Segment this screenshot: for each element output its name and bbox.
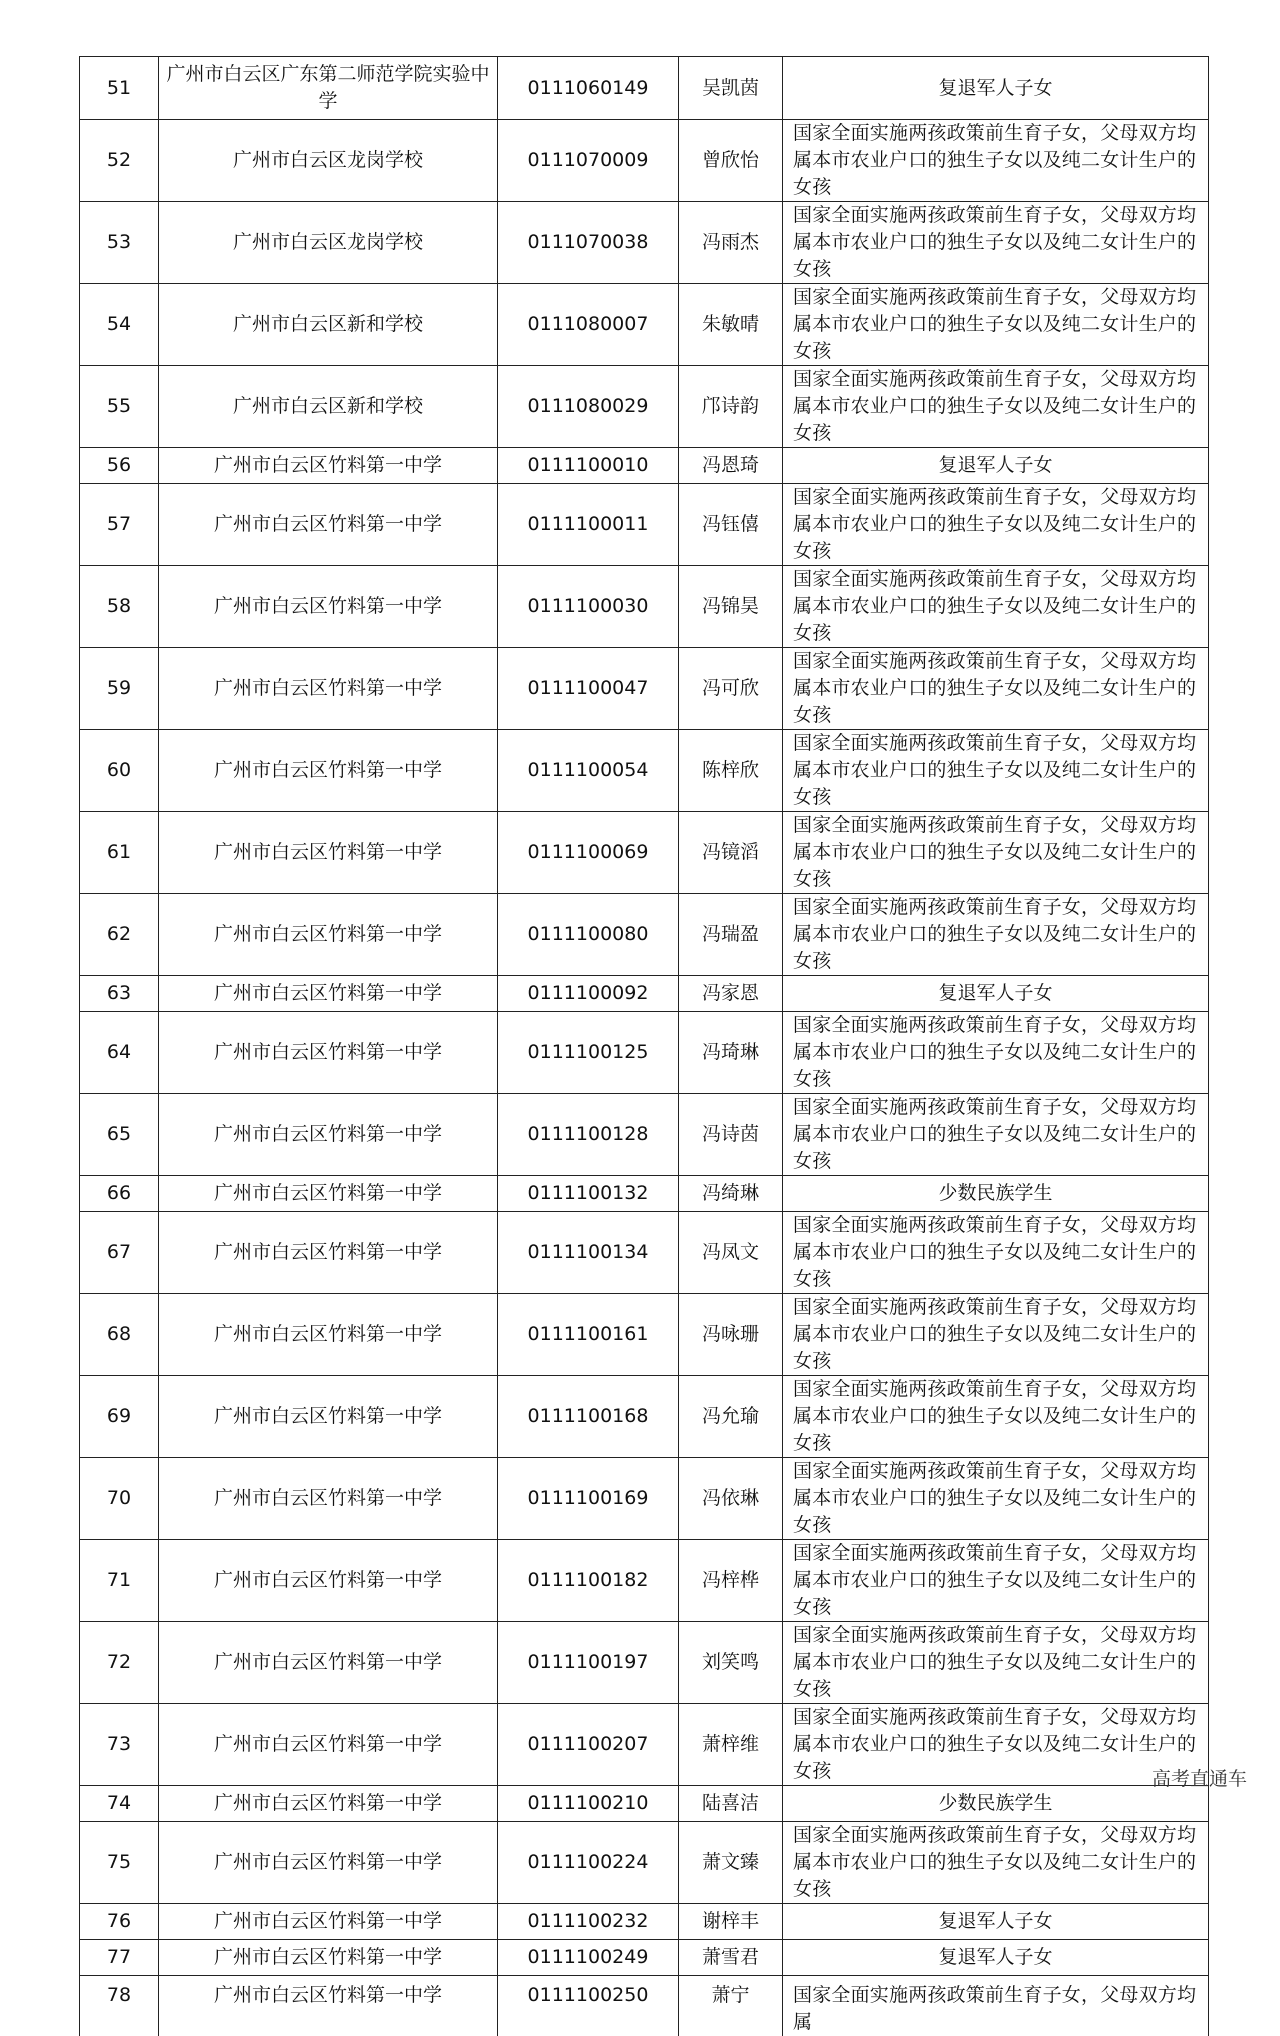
student-name-cell: 冯琦琳 [679, 1012, 783, 1094]
row-number-cell: 67 [80, 1212, 159, 1294]
table-row [80, 284, 1209, 366]
student-name-cell: 朱敏晴 [679, 284, 783, 366]
school-cell: 广州市白云区竹料第一中学 [159, 894, 498, 976]
table-row [80, 1904, 1209, 1940]
category-cell: 国家全面实施两孩政策前生育子女，父母双方均属本市农业户口的独生子女以及纯二女计生户的女孩 [783, 894, 1209, 976]
category-cell: 国家全面实施两孩政策前生育子女，父母双方均属本市农业户口的独生子女以及纯二女计生户的女孩 [783, 366, 1209, 448]
school-cell: 广州市白云区竹料第一中学 [159, 976, 498, 1012]
category-cell: 国家全面实施两孩政策前生育子女，父母双方均属本市农业户口的独生子女以及纯二女计生户的女孩 [783, 1458, 1209, 1540]
student-name-cell: 冯镜滔 [679, 812, 783, 894]
row-number-cell: 69 [80, 1376, 159, 1458]
school-cell: 广州市白云区竹料第一中学 [159, 1786, 498, 1822]
student-id-cell: 0111100132 [498, 1176, 679, 1212]
student-id-cell: 0111100169 [498, 1458, 679, 1540]
student-id-cell: 0111100125 [498, 1012, 679, 1094]
table-row [80, 566, 1209, 648]
category-cell: 国家全面实施两孩政策前生育子女，父母双方均属本市农业户口的独生子女以及纯二女计生户的女孩 [783, 484, 1209, 566]
student-list-table [79, 56, 1209, 2036]
student-id-cell: 0111100047 [498, 648, 679, 730]
student-name-cell: 冯瑞盈 [679, 894, 783, 976]
table-row [80, 648, 1209, 730]
student-id-cell: 0111100168 [498, 1376, 679, 1458]
row-number-cell: 52 [80, 120, 159, 202]
row-number-cell: 70 [80, 1458, 159, 1540]
row-number-cell: 55 [80, 366, 159, 448]
student-id-cell: 0111100092 [498, 976, 679, 1012]
category-cell: 国家全面实施两孩政策前生育子女，父母双方均属本市农业户口的独生子女以及纯二女计生户的女孩 [783, 1540, 1209, 1622]
table-row [80, 448, 1209, 484]
row-number-cell: 66 [80, 1176, 159, 1212]
school-cell: 广州市白云区龙岗学校 [159, 202, 498, 284]
student-id-cell: 0111100250 [498, 1976, 679, 2036]
category-cell: 国家全面实施两孩政策前生育子女，父母双方均属本市农业户口的独生子女以及纯二女计生户的女孩 [783, 812, 1209, 894]
student-id-cell: 0111100030 [498, 566, 679, 648]
category-cell: 国家全面实施两孩政策前生育子女，父母双方均属本市农业户口的独生子女以及纯二女计生户的女孩 [783, 730, 1209, 812]
school-cell: 广州市白云区竹料第一中学 [159, 1012, 498, 1094]
category-cell: 国家全面实施两孩政策前生育子女，父母双方均属本市农业户口的独生子女以及纯二女计生户的女孩 [783, 202, 1209, 284]
student-name-cell: 冯钰僖 [679, 484, 783, 566]
school-cell: 广州市白云区竹料第一中学 [159, 1540, 498, 1622]
category-cell: 国家全面实施两孩政策前生育子女，父母双方均属本市农业户口的独生子女以及纯二女计生户的女孩 [783, 566, 1209, 648]
student-name-cell: 陆喜洁 [679, 1786, 783, 1822]
category-cell: 国家全面实施两孩政策前生育子女，父母双方均属本市农业户口的独生子女以及纯二女计生户的女孩 [783, 1822, 1209, 1904]
row-number-cell: 73 [80, 1704, 159, 1786]
category-cell: 国家全面实施两孩政策前生育子女，父母双方均属本市农业户口的独生子女以及纯二女计生户的女孩 [783, 1212, 1209, 1294]
table-row [80, 1376, 1209, 1458]
category-cell: 复退军人子女 [783, 57, 1209, 120]
school-cell: 广州市白云区新和学校 [159, 284, 498, 366]
table-row [80, 366, 1209, 448]
row-number-cell: 61 [80, 812, 159, 894]
table-row [80, 1822, 1209, 1904]
category-cell: 复退军人子女 [783, 1904, 1209, 1940]
table-row [80, 1704, 1209, 1786]
row-number-cell: 58 [80, 566, 159, 648]
school-cell: 广州市白云区竹料第一中学 [159, 1622, 498, 1704]
school-cell: 广州市白云区竹料第一中学 [159, 1458, 498, 1540]
row-number-cell: 60 [80, 730, 159, 812]
table-row [80, 894, 1209, 976]
row-number-cell: 57 [80, 484, 159, 566]
category-cell: 国家全面实施两孩政策前生育子女，父母双方均属本市农业户口的独生子女以及纯二女计生户的女孩 [783, 1294, 1209, 1376]
table-row [80, 1940, 1209, 1976]
category-cell: 国家全面实施两孩政策前生育子女，父母双方均属本市农业户口的独生子女以及纯二女计生户的女孩 [783, 648, 1209, 730]
student-id-cell: 0111100134 [498, 1212, 679, 1294]
category-cell: 国家全面实施两孩政策前生育子女，父母双方均属本市农业户口的独生子女以及纯二女计生户的女孩 [783, 1376, 1209, 1458]
table-row [80, 202, 1209, 284]
table-row [80, 1294, 1209, 1376]
row-number-cell: 72 [80, 1622, 159, 1704]
student-name-cell: 邝诗韵 [679, 366, 783, 448]
table-row [80, 1012, 1209, 1094]
row-number-cell: 77 [80, 1940, 159, 1976]
category-cell: 复退军人子女 [783, 1940, 1209, 1976]
table-row [80, 1212, 1209, 1294]
school-cell: 广州市白云区竹料第一中学 [159, 730, 498, 812]
category-cell: 国家全面实施两孩政策前生育子女，父母双方均属本市农业户口的独生子女以及纯二女计生户的女孩 [783, 284, 1209, 366]
school-cell: 广州市白云区竹料第一中学 [159, 1376, 498, 1458]
category-cell: 少数民族学生 [783, 1176, 1209, 1212]
student-name-cell: 冯家恩 [679, 976, 783, 1012]
student-id-cell: 0111100011 [498, 484, 679, 566]
student-id-cell: 0111100197 [498, 1622, 679, 1704]
school-cell: 广州市白云区竹料第一中学 [159, 1704, 498, 1786]
student-id-cell: 0111070009 [498, 120, 679, 202]
row-number-cell: 64 [80, 1012, 159, 1094]
table-row [80, 730, 1209, 812]
student-name-cell: 冯恩琦 [679, 448, 783, 484]
student-name-cell: 曾欣怡 [679, 120, 783, 202]
student-name-cell: 冯雨杰 [679, 202, 783, 284]
student-id-cell: 0111080029 [498, 366, 679, 448]
category-cell: 复退军人子女 [783, 448, 1209, 484]
school-cell: 广州市白云区竹料第一中学 [159, 1294, 498, 1376]
table-row [80, 976, 1209, 1012]
student-name-cell: 冯锦昊 [679, 566, 783, 648]
school-cell: 广州市白云区竹料第一中学 [159, 812, 498, 894]
category-cell: 国家全面实施两孩政策前生育子女，父母双方均属本市农业户口的独生子女以及纯二女计生户的女孩 [783, 1094, 1209, 1176]
student-name-cell: 陈梓欣 [679, 730, 783, 812]
student-name-cell: 冯可欣 [679, 648, 783, 730]
category-cell: 国家全面实施两孩政策前生育子女，父母双方均属本市农业户口的独生子女以及纯二女计生户的女孩 [783, 1012, 1209, 1094]
category-cell: 国家全面实施两孩政策前生育子女，父母双方均属本市农业户口的独生子女以及纯二女计生户的女孩 [783, 1622, 1209, 1704]
row-number-cell: 59 [80, 648, 159, 730]
table-row [80, 1976, 1209, 2036]
row-number-cell: 56 [80, 448, 159, 484]
category-cell: 复退军人子女 [783, 976, 1209, 1012]
school-cell: 广州市白云区广东第二师范学院实验中学 [159, 57, 498, 120]
category-cell: 国家全面实施两孩政策前生育子女，父母双方均属本市农业户口的独生子女以及纯二女计生户的女孩 [783, 120, 1209, 202]
student-id-cell: 0111100010 [498, 448, 679, 484]
student-id-cell: 0111100080 [498, 894, 679, 976]
student-name-cell: 吴凯茵 [679, 57, 783, 120]
school-cell: 广州市白云区龙岗学校 [159, 120, 498, 202]
table-row [80, 484, 1209, 566]
row-number-cell: 53 [80, 202, 159, 284]
student-name-cell: 萧雪君 [679, 1940, 783, 1976]
row-number-cell: 63 [80, 976, 159, 1012]
school-cell: 广州市白云区竹料第一中学 [159, 1176, 498, 1212]
table-row [80, 57, 1209, 120]
row-number-cell: 51 [80, 57, 159, 120]
student-id-cell: 0111100161 [498, 1294, 679, 1376]
row-number-cell: 78 [80, 1976, 159, 2036]
row-number-cell: 62 [80, 894, 159, 976]
student-name-cell: 萧宁 [679, 1976, 783, 2036]
row-number-cell: 68 [80, 1294, 159, 1376]
school-cell: 广州市白云区竹料第一中学 [159, 1094, 498, 1176]
student-id-cell: 0111100054 [498, 730, 679, 812]
student-id-cell: 0111100069 [498, 812, 679, 894]
table-row [80, 120, 1209, 202]
row-number-cell: 54 [80, 284, 159, 366]
student-id-cell: 0111080007 [498, 284, 679, 366]
category-cell: 国家全面实施两孩政策前生育子女，父母双方均属 [783, 1976, 1209, 2036]
table-row [80, 1094, 1209, 1176]
student-id-cell: 0111100210 [498, 1786, 679, 1822]
student-id-cell: 0111100207 [498, 1704, 679, 1786]
table-row [80, 1458, 1209, 1540]
student-name-cell: 冯允瑜 [679, 1376, 783, 1458]
student-name-cell: 谢梓丰 [679, 1904, 783, 1940]
category-cell: 国家全面实施两孩政策前生育子女，父母双方均属本市农业户口的独生子女以及纯二女计生户的女孩 [783, 1704, 1209, 1786]
row-number-cell: 75 [80, 1822, 159, 1904]
school-cell: 广州市白云区竹料第一中学 [159, 1904, 498, 1940]
student-id-cell: 0111100182 [498, 1540, 679, 1622]
table-row [80, 1176, 1209, 1212]
table-row [80, 812, 1209, 894]
school-cell: 广州市白云区竹料第一中学 [159, 1822, 498, 1904]
school-cell: 广州市白云区竹料第一中学 [159, 1976, 498, 2036]
student-id-cell: 0111100128 [498, 1094, 679, 1176]
table-row [80, 1540, 1209, 1622]
student-id-cell: 0111100224 [498, 1822, 679, 1904]
student-name-cell: 冯咏珊 [679, 1294, 783, 1376]
watermark-text: 高考直通车 [1152, 1764, 1247, 1791]
student-name-cell: 刘笑鸣 [679, 1622, 783, 1704]
student-id-cell: 0111070038 [498, 202, 679, 284]
school-cell: 广州市白云区新和学校 [159, 366, 498, 448]
student-name-cell: 冯诗茵 [679, 1094, 783, 1176]
student-name-cell: 萧梓维 [679, 1704, 783, 1786]
school-cell: 广州市白云区竹料第一中学 [159, 448, 498, 484]
school-cell: 广州市白云区竹料第一中学 [159, 648, 498, 730]
student-name-cell: 冯依琳 [679, 1458, 783, 1540]
student-name-cell: 冯绮琳 [679, 1176, 783, 1212]
student-name-cell: 冯凤文 [679, 1212, 783, 1294]
table-row [80, 1622, 1209, 1704]
row-number-cell: 65 [80, 1094, 159, 1176]
student-name-cell: 冯梓桦 [679, 1540, 783, 1622]
category-cell: 少数民族学生 [783, 1786, 1209, 1822]
student-name-cell: 萧文臻 [679, 1822, 783, 1904]
table-row [80, 1786, 1209, 1822]
row-number-cell: 71 [80, 1540, 159, 1622]
school-cell: 广州市白云区竹料第一中学 [159, 1940, 498, 1976]
school-cell: 广州市白云区竹料第一中学 [159, 566, 498, 648]
student-id-cell: 0111100232 [498, 1904, 679, 1940]
student-id-cell: 0111100249 [498, 1940, 679, 1976]
row-number-cell: 76 [80, 1904, 159, 1940]
student-id-cell: 0111060149 [498, 57, 679, 120]
school-cell: 广州市白云区竹料第一中学 [159, 1212, 498, 1294]
row-number-cell: 74 [80, 1786, 159, 1822]
school-cell: 广州市白云区竹料第一中学 [159, 484, 498, 566]
